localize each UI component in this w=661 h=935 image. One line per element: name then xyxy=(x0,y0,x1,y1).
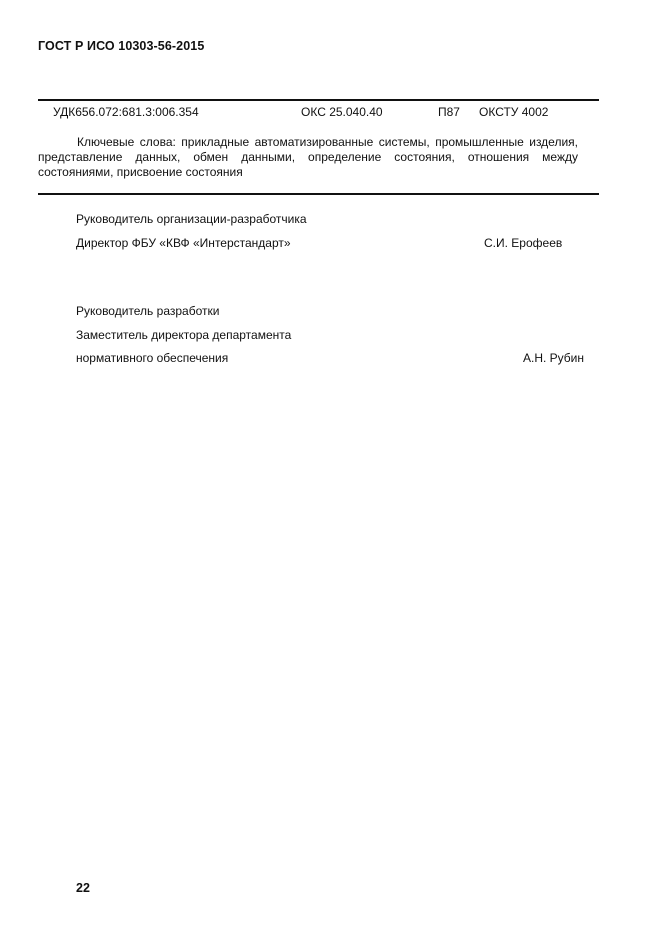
group-code: П87 xyxy=(438,105,460,119)
page-number: 22 xyxy=(76,881,90,895)
developer-org-signatory: С.И. Ерофеев xyxy=(484,236,563,250)
development-lead-heading: Руководитель разработки xyxy=(76,304,220,318)
keywords-text: Ключевые слова: прикладные автоматизированные системы, промышленные изделия, представление данных, обмен данными, определение состояния, отношения между состояниями, присвоение состояния xyxy=(38,135,578,179)
udk-code: УДК656.072:681.3:006.354 xyxy=(53,105,199,119)
oks-code: ОКС 25.040.40 xyxy=(301,105,383,119)
bottom-rule xyxy=(38,193,599,195)
keywords-paragraph xyxy=(38,135,578,180)
okstu-code: ОКСТУ 4002 xyxy=(479,105,549,119)
development-lead-position-line1: Заместитель директора департамента xyxy=(76,328,292,342)
developer-org-position: Директор ФБУ «КВФ «Интерстандарт» xyxy=(76,236,291,250)
development-lead-signatory: А.Н. Рубин xyxy=(523,351,585,365)
developer-org-heading: Руководитель организации-разработчика xyxy=(76,212,307,226)
development-lead-position-line2: нормативного обеспечения xyxy=(76,351,229,365)
top-rule xyxy=(38,99,599,101)
standard-code-header: ГОСТ Р ИСО 10303-56-2015 xyxy=(38,39,205,53)
